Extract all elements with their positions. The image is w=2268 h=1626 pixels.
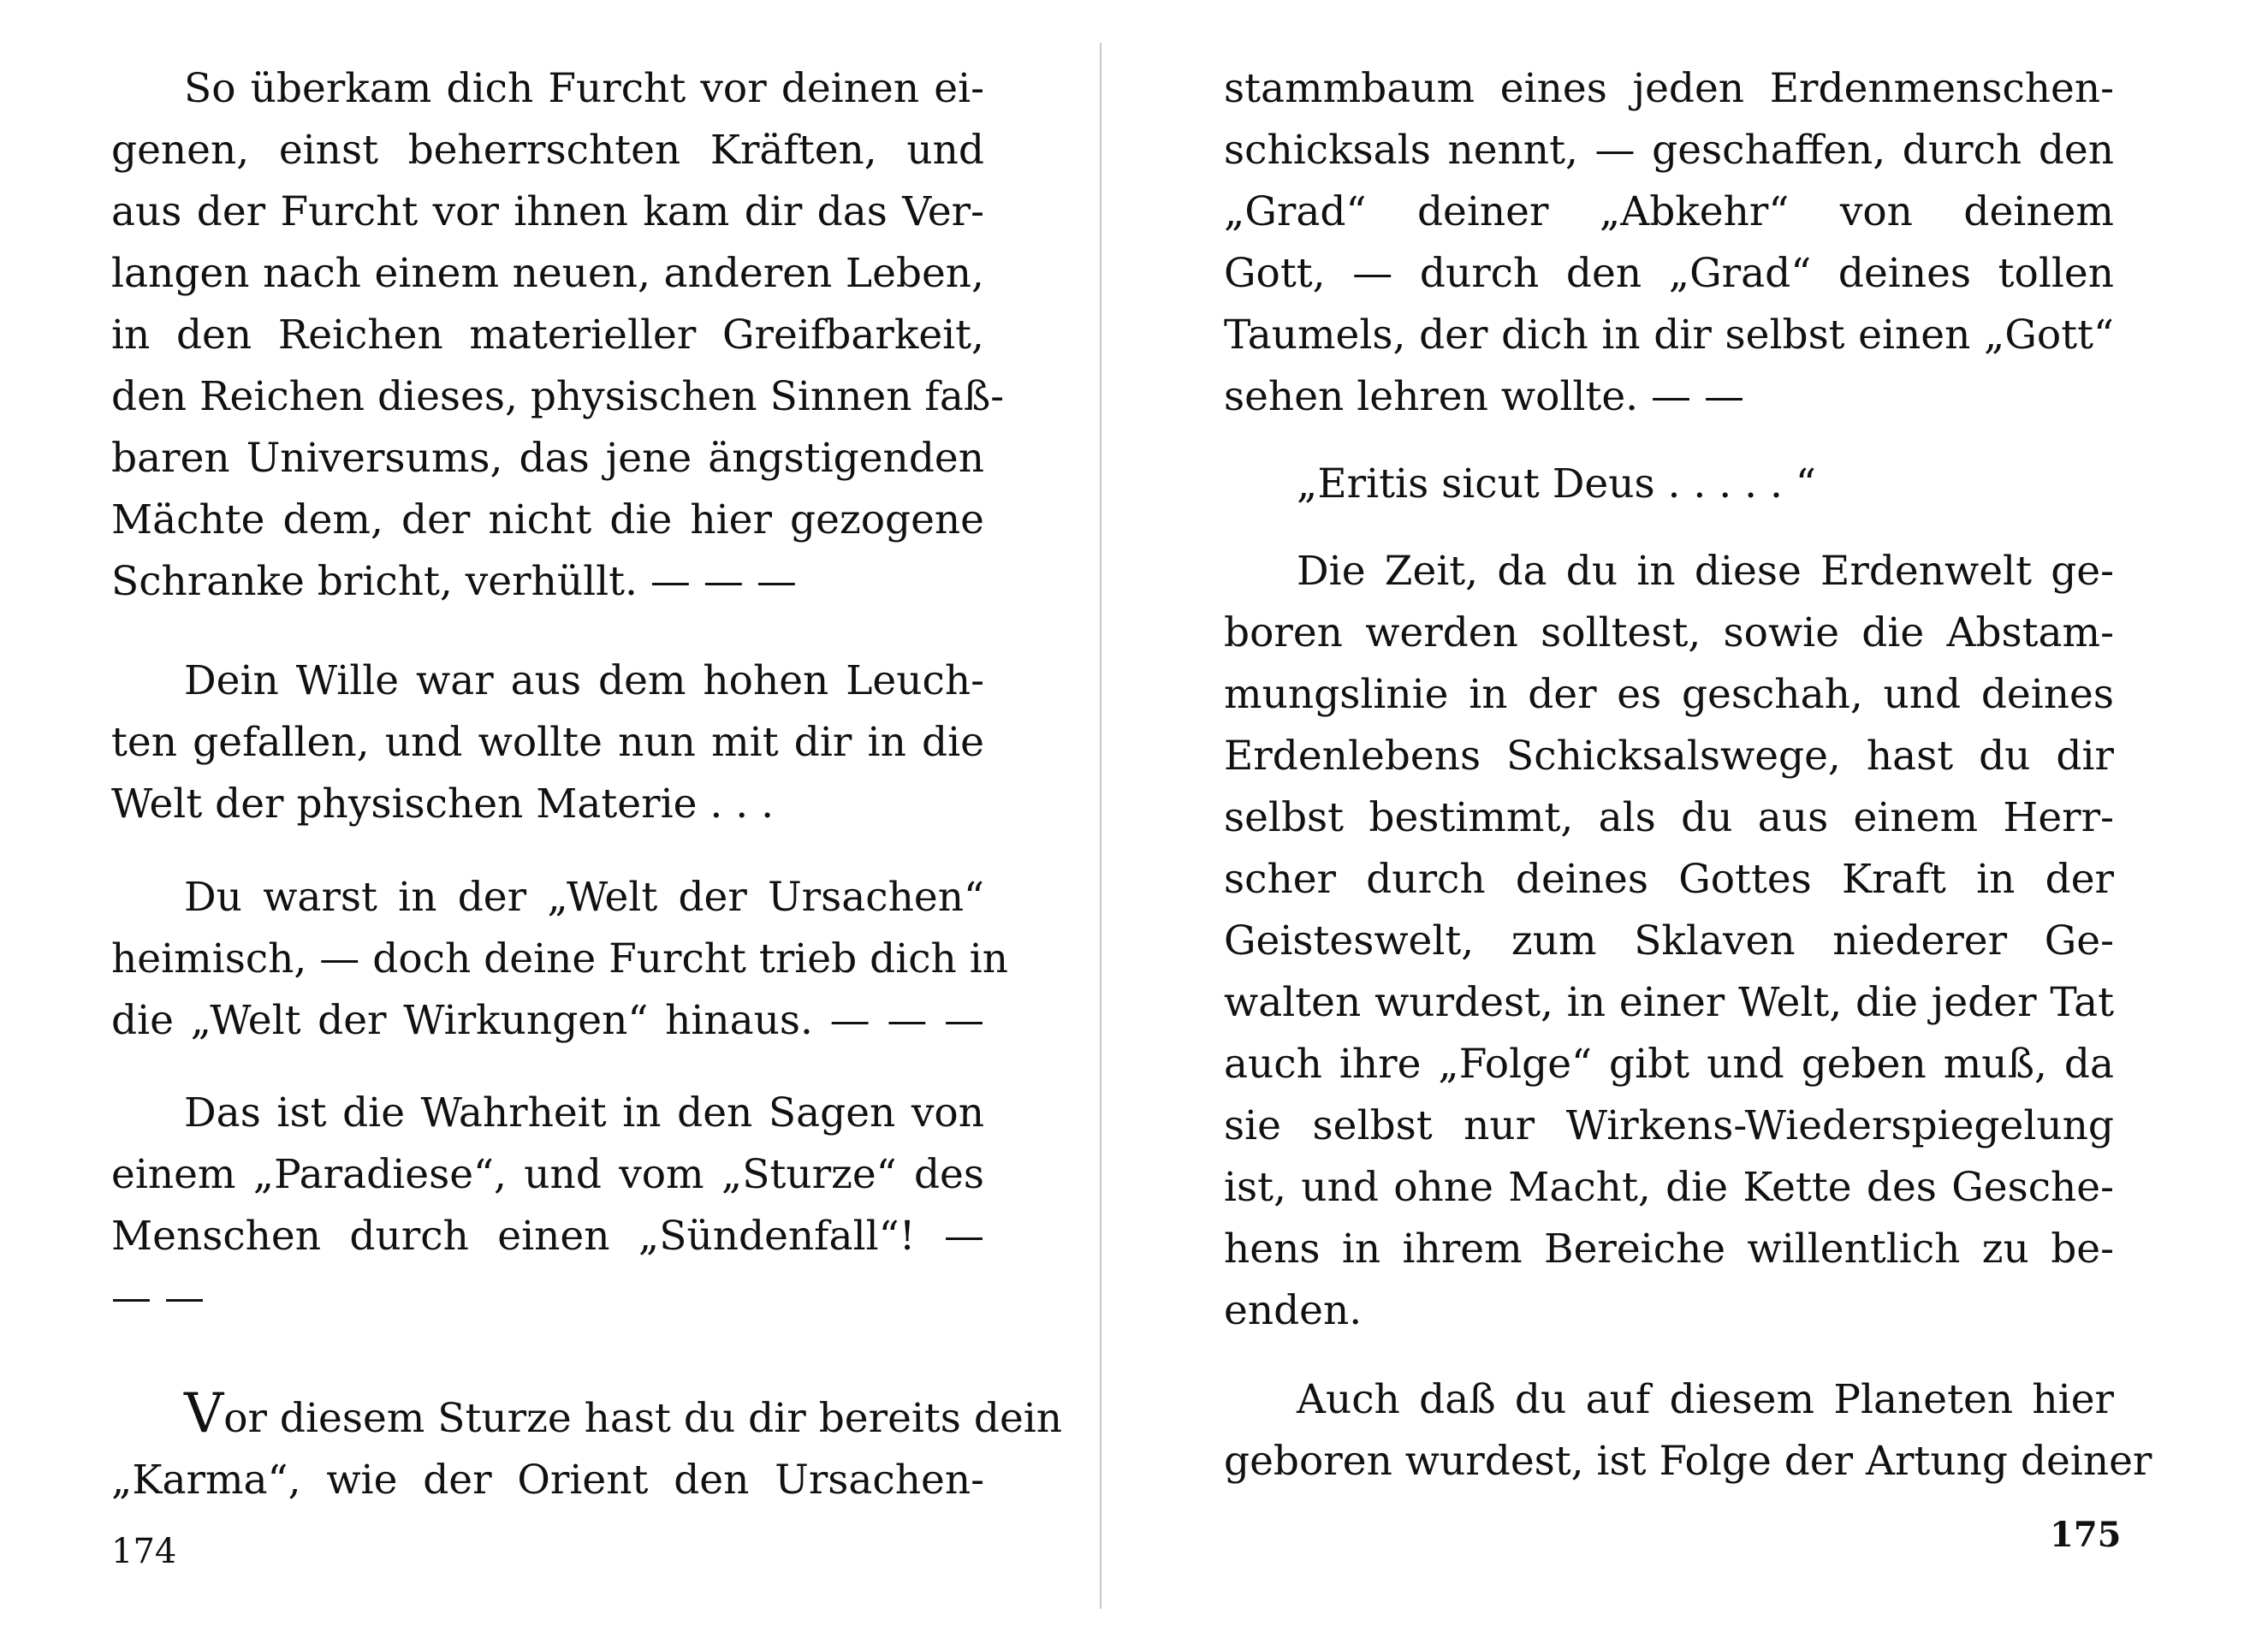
text-line: geboren wurdest, ist Folge der Artung deiner [1224, 1438, 2152, 1485]
text-line: die „Welt der Wirkungen“ hinaus. — — — [111, 997, 984, 1044]
text-line: Erdenlebens Schicksalswege, hast du dir [1224, 733, 2114, 780]
text-line: den Reichen dieses, physischen Sinnen faß- [111, 373, 1005, 420]
text-line: Mächte dem, der nicht die hier gezogene [111, 496, 984, 543]
text-line: selbst bestimmt, als du aus einem Herr- [1224, 794, 2114, 841]
text-line-rest: or diesem Sturze hast du dir bereits dein [223, 1395, 1063, 1442]
text-line: boren werden solltest, sowie die Abstam- [1224, 609, 2114, 656]
text-line: — — [111, 1274, 205, 1321]
text-line: „Eritis sicut Deus . . . . . “ [1297, 460, 1816, 507]
text-line: hens in ihrem Bereiche willentlich zu be- [1224, 1225, 2114, 1273]
text-line: Die Zeit, da du in diese Erdenwelt ge- [1297, 548, 2114, 595]
page-number-left: 174 [111, 1532, 177, 1571]
text-line: Welt der physischen Materie . . . [111, 780, 775, 828]
text-line: Du warst in der „Welt der Ursachen“ [184, 874, 984, 921]
page-number-right: 175 [2050, 1515, 2122, 1555]
text-line: „Karma“, wie der Orient den Ursachen- [111, 1457, 984, 1504]
text-line: baren Universums, das jene ängstigenden [111, 435, 984, 482]
left-paragraph-4 [111, 1083, 984, 1329]
text-line: ten gefallen, und wollte nun mit dir in die [111, 719, 984, 766]
right-paragraph-3 [1224, 541, 2114, 1342]
left-paragraph-1 [111, 58, 1005, 613]
text-line [111, 1382, 1063, 1450]
text-line: auch ihre „Folge“ gibt und geben muß, da [1224, 1041, 2114, 1088]
text-line: heimisch, — doch deine Furcht trieb dich in [111, 935, 1009, 982]
text-line: Schranke bricht, verhüllt. — — — [111, 558, 797, 605]
text-line: „Grad“ deiner „Abkehr“ von deinem [1224, 188, 2114, 235]
text-line: Das ist die Wahrheit in den Sagen von [184, 1089, 984, 1136]
text-line: schicksals nennt, — geschaffen, durch den [1224, 127, 2114, 174]
text-line: in den Reichen materieller Greifbarkeit, [111, 312, 984, 359]
initial-letter: V [184, 1382, 224, 1445]
text-line: enden. [1224, 1287, 1363, 1334]
text-line: ist, und ohne Macht, die Kette des Gesche- [1224, 1164, 2114, 1211]
text-line: sie selbst nur Wirkens-Wiederspiegelung [1224, 1102, 2114, 1149]
text-line: langen nach einem neuen, anderen Leben, [111, 250, 984, 297]
text-line: So überkam dich Furcht vor deinen ei- [184, 65, 984, 112]
text-line: aus der Furcht vor ihnen kam dir das Ver- [111, 188, 984, 235]
text-line: scher durch deines Gottes Kraft in der [1224, 856, 2114, 903]
right-paragraph-1 [1224, 58, 2114, 428]
text-line: Geisteswelt, zum Sklaven niederer Ge- [1224, 917, 2114, 964]
text-line: sehen lehren wollte. — — [1224, 373, 1744, 420]
text-line: Menschen durch einen „Sündenfall“! — [111, 1213, 984, 1260]
right-paragraph-4 [1224, 1369, 2152, 1492]
left-paragraph-5 [111, 1382, 1063, 1511]
text-line: genen, einst beherrschten Kräften, und [111, 127, 984, 174]
text-line: Auch daß du auf diesem Planeten hier [1297, 1376, 2114, 1423]
left-paragraph-2 [111, 650, 984, 835]
text-line: mungslinie in der es geschah, und deines [1224, 671, 2114, 718]
text-line: einem „Paradiese“, und vom „Sturze“ des [111, 1151, 984, 1198]
right-paragraph-quote [1224, 454, 2114, 515]
page-gutter [1100, 43, 1101, 1609]
text-line: Dein Wille war aus dem hohen Leuch- [184, 657, 984, 704]
left-paragraph-3 [111, 867, 1009, 1052]
text-line: Taumels, der dich in dir selbst einen „Gott“ [1224, 312, 2114, 359]
text-line: walten wurdest, in einer Welt, die jeder Tat [1224, 979, 2114, 1026]
text-line: Gott, — durch den „Grad“ deines tollen [1224, 250, 2114, 297]
text-line: stammbaum eines jeden Erdenmenschen- [1224, 65, 2114, 112]
